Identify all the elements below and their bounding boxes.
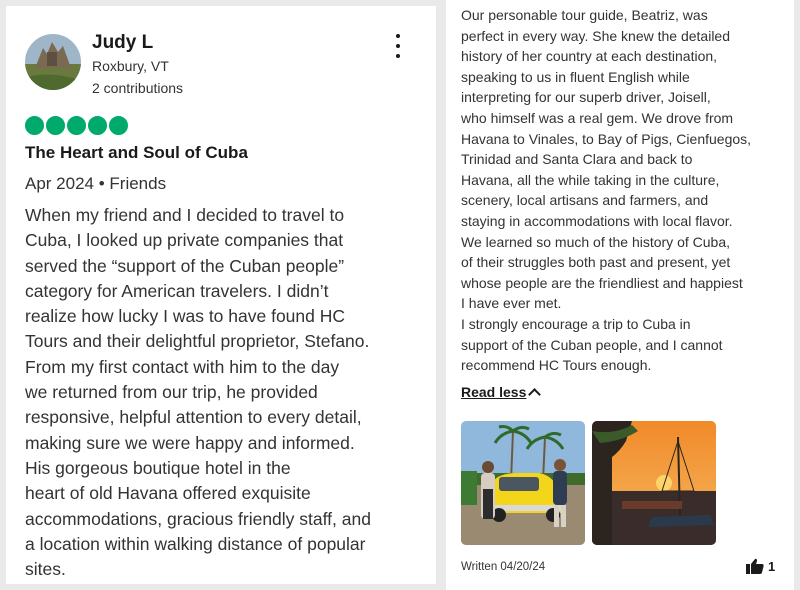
review-text-line: speaking to us in fluent English while	[461, 68, 690, 85]
rating-bubble-icon	[25, 116, 44, 135]
more-options-icon[interactable]	[388, 34, 408, 58]
review-text-line: Trinidad and Santa Clara and back to	[461, 151, 693, 168]
review-text-line: making sure we were happy and informed.	[25, 432, 355, 453]
review-photo-classic-car[interactable]	[461, 421, 585, 545]
review-left-column	[6, 6, 436, 584]
reviewer-contributions: 2 contributions	[92, 80, 184, 96]
rating-bubble-icon	[109, 116, 128, 135]
review-text-line: interpreting for our superb driver, Joisell,	[461, 89, 711, 106]
rating-bubbles	[25, 116, 128, 135]
review-text-line: served the “support of the Cuban people”	[25, 255, 345, 276]
review-text-line: We learned so much of the history of Cuba,	[461, 233, 730, 250]
review-text-line: whose people are the friendliest and happiest	[461, 274, 743, 291]
read-less-label: Read less	[461, 384, 527, 400]
review-text-line: I strongly encourage a trip to Cuba in	[461, 315, 691, 332]
review-text-right	[461, 5, 791, 376]
read-less-button[interactable]	[461, 384, 539, 400]
review-text-line: When my friend and I decided to travel to	[25, 205, 345, 225]
rating-bubble-icon	[67, 116, 86, 135]
avatar[interactable]	[25, 34, 81, 90]
helpful-count: 1	[768, 558, 776, 574]
review-text-line: a location within walking distance of popular	[25, 533, 366, 554]
thumbs-up-icon	[746, 558, 764, 574]
review-text-line: Cuba, I looked up private companies that	[25, 230, 344, 251]
review-text-line: of their struggles both past and present, yet	[461, 254, 731, 271]
rating-bubble-icon	[46, 116, 65, 135]
written-date: Written 04/20/24	[461, 561, 546, 573]
review-text-line: heart of old Havana offered exquisite	[25, 483, 311, 504]
reviewer-location: Roxbury, VT	[92, 58, 169, 74]
review-text-line: His gorgeous boutique hotel in the	[25, 457, 291, 478]
review-text-line: accommodations, gracious friendly staff, and	[25, 508, 371, 529]
reviewer-name[interactable]: Judy L	[92, 32, 154, 53]
review-right-column	[446, 0, 794, 590]
review-text-line: sites.	[25, 559, 66, 580]
review-text-left	[25, 203, 430, 582]
review-text-line: I have ever met.	[461, 295, 562, 312]
review-text-line: who himself was a real gem. We drove from	[461, 109, 734, 126]
helpful-vote-button[interactable]	[746, 558, 775, 574]
review-text-line: Tours and their delightful proprietor, Stefano.	[25, 331, 370, 352]
chevron-up-icon	[529, 388, 542, 401]
review-photo-sunset[interactable]	[592, 421, 716, 545]
review-text-line: Our personable tour guide, Beatriz, was	[461, 7, 708, 23]
review-title[interactable]: The Heart and Soul of Cuba	[25, 143, 248, 162]
review-text-line: scenery, local artisans and farmers, and	[461, 192, 709, 209]
visit-meta: Apr 2024 • Friends	[25, 174, 167, 193]
review-text-line: realize how lucky I was to have found HC	[25, 306, 346, 327]
review-text-line: support of the Cuban people, and I cannot	[461, 336, 723, 353]
review-text-line: perfect in every way. She knew the detailed	[461, 27, 731, 44]
review-text-line: staying in accommodations with local flavor.	[461, 212, 733, 229]
review-text-line: Havana to Vinales, to Bay of Pigs, Cienfuegos,	[461, 130, 752, 147]
review-text-line: category for American travelers. I didn’t	[25, 280, 329, 301]
review-text-line: From my first contact with him to the day	[25, 356, 340, 377]
review-text-line: responsive, helpful attention to every detail,	[25, 407, 362, 428]
review-text-line: we returned from our trip, he provided	[25, 382, 318, 403]
review-text-line: Havana, all the while taking in the culture,	[461, 171, 720, 188]
rating-bubble-icon	[88, 116, 107, 135]
review-text-line: history of her country at each destination,	[461, 48, 718, 65]
review-text-line: recommend HC Tours enough.	[461, 357, 652, 374]
